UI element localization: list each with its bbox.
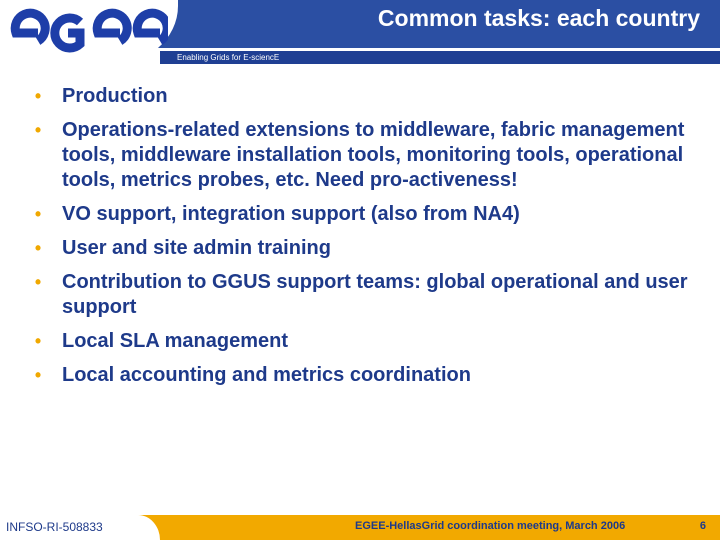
bullet-text: VO support, integration support (also from NA4)	[62, 203, 520, 225]
bullet-marker-icon: •	[34, 272, 42, 292]
tagline: Enabling Grids for E-sciencE	[177, 53, 280, 62]
bullet-item	[28, 118, 708, 193]
bullet-item	[28, 236, 708, 261]
slide-header	[0, 0, 720, 68]
bullet-marker-icon: •	[34, 204, 42, 224]
bullet-text: Local SLA management	[62, 330, 288, 352]
logo-area	[0, 0, 178, 66]
bullet-text: Operations-related extensions to middleware, fabric management tools, middleware installation tools, monitoring tools, operational tools, metrics probes, etc. Need pro-activeness!	[62, 119, 685, 191]
bullet-item	[28, 363, 708, 388]
bullet-marker-icon: •	[34, 86, 42, 106]
bullet-item	[28, 329, 708, 354]
bullet-list	[28, 84, 708, 397]
bullet-item	[28, 84, 708, 109]
meeting-name: EGEE-HellasGrid coordination meeting, March 2006	[355, 520, 626, 532]
bullet-text: Local accounting and metrics coordination	[62, 364, 471, 386]
page-number: 6	[699, 520, 706, 532]
bullet-marker-icon: •	[34, 365, 42, 385]
egee-logo-icon	[8, 8, 168, 58]
bullet-item	[28, 270, 708, 320]
bullet-text: Contribution to GGUS support teams: global operational and user support	[62, 271, 688, 318]
bullet-marker-icon: •	[34, 331, 42, 351]
slide-title: Common tasks: each country	[377, 5, 700, 31]
bullet-marker-icon: •	[34, 120, 42, 140]
bullet-marker-icon: •	[34, 238, 42, 258]
bullet-item	[28, 202, 708, 227]
project-id: INFSO-RI-508833	[6, 520, 103, 534]
bullet-text: User and site admin training	[62, 237, 331, 259]
bullet-text: Production	[62, 85, 168, 107]
